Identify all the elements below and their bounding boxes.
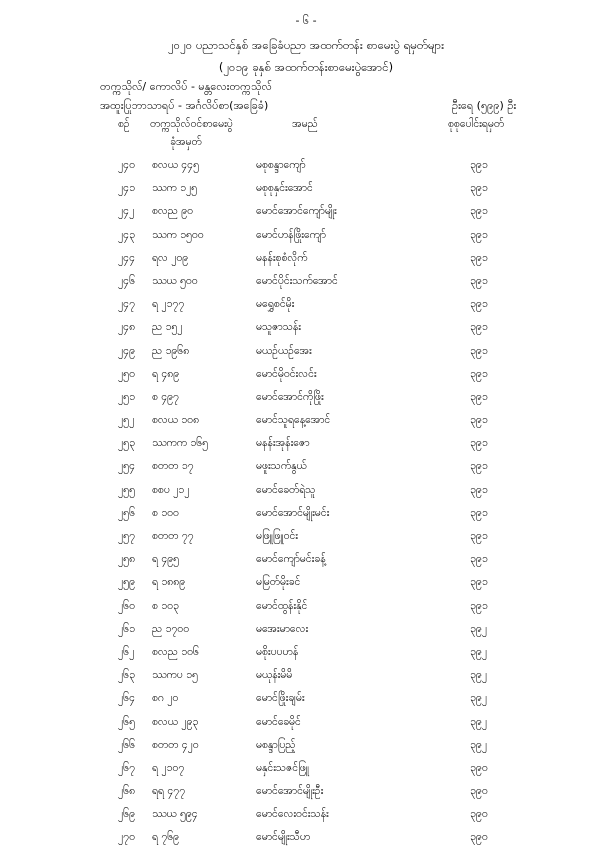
table-row bbox=[0, 623, 612, 646]
total-marks: ၃၉၁ bbox=[470, 182, 488, 195]
roll-number: စလယ ၁၀၈ bbox=[152, 414, 200, 427]
roll-number: စလယ ၂၉၃ bbox=[152, 715, 199, 728]
total-marks: ၃၉၂ bbox=[470, 715, 487, 728]
total-marks: ၃၉၀ bbox=[470, 808, 488, 821]
roll-number: ရ ၄၉၅ bbox=[152, 553, 180, 566]
table-row bbox=[0, 252, 612, 275]
total-marks: ၃၉၀ bbox=[470, 831, 488, 844]
roll-number: စလည ၉၀ bbox=[152, 205, 194, 218]
total-marks: ၃၉၁ bbox=[470, 599, 488, 612]
total-marks: ၃၉၁ bbox=[470, 159, 488, 171]
roll-number: ဿယ ၅၀၀ bbox=[152, 274, 198, 287]
document-title: ၂၀၂၀ ပညာသင်နှစ် အခြေခံပညာ အထက်တန်း စာမေးပွဲ ရမှတ်များ bbox=[167, 38, 445, 52]
row-number: ၂၆၈ bbox=[118, 785, 136, 798]
roll-number: ရ ၁၈၈၉ bbox=[152, 576, 186, 589]
table-row bbox=[0, 298, 612, 321]
row-number: ၂၄၈ bbox=[118, 321, 136, 334]
roll-number: ဿကပ ၁၅ bbox=[152, 669, 198, 682]
table-row bbox=[0, 692, 612, 715]
row-number: ၂၆၁ bbox=[118, 622, 135, 635]
roll-number: ဿက ၁၅၀၀ bbox=[152, 228, 204, 241]
row-number: ၂၅၀ bbox=[118, 367, 135, 380]
student-name: မောင်ပိုင်းသက်အောင် bbox=[256, 274, 338, 287]
total-marks: ၃၉၂ bbox=[470, 645, 487, 658]
row-number: ၂၆၉ bbox=[118, 808, 135, 821]
roll-number: ည ၁၇၀၀ bbox=[152, 622, 190, 635]
table-row bbox=[0, 275, 612, 298]
total-marks: ၃၉၁ bbox=[470, 390, 488, 403]
table-row bbox=[0, 484, 612, 507]
roll-number: ရ ၂၁၇၇ bbox=[152, 298, 185, 311]
row-number: ၂၅၅ bbox=[118, 483, 135, 496]
subject-label: အထူးပြုဘာသာရပ် - အင်္ဂလိပ်စာ(အခြေခံ) bbox=[100, 99, 269, 112]
table-row bbox=[0, 808, 612, 831]
row-number: ၂၄၃ bbox=[118, 228, 135, 241]
student-name: မောင်အောင်မျိုးမင်း bbox=[256, 506, 330, 519]
column-header-roll: တက္ကသိုလ်ဝင်စာမေးပွဲ bbox=[150, 118, 233, 130]
student-name: မစုစန္ဒာကျော် bbox=[256, 159, 306, 171]
student-name: မောင်သူရနေ့အောင် bbox=[256, 414, 331, 427]
student-name: မောင်မျိုးသီဟ bbox=[256, 831, 311, 844]
student-name: မစန္ဒာပြည့် bbox=[256, 738, 296, 751]
row-number: ၂၅၆ bbox=[118, 506, 135, 519]
roll-number: စစပ ၂၁၂ bbox=[152, 483, 190, 496]
university-label: တက္ကသိုလ်/ ကောလိပ် - မန္တလေးတက္ကသိုလ် bbox=[100, 80, 272, 93]
roll-number: ည ၁၅၂ bbox=[152, 321, 183, 334]
student-name: မစိုးပပဟန် bbox=[256, 645, 299, 658]
table-row bbox=[0, 646, 612, 669]
roll-number: ရ ၄၈၉ bbox=[152, 367, 180, 380]
page-number: - ၆ - bbox=[295, 14, 317, 27]
table-row bbox=[0, 391, 612, 414]
table-row bbox=[0, 600, 612, 623]
row-number: ၂၄၁ bbox=[118, 182, 135, 195]
row-number: ၂၄၂ bbox=[118, 205, 135, 218]
student-name: မောင်အောင်ကိုဖြိုး bbox=[256, 390, 324, 403]
total-marks: ၃၉၁ bbox=[470, 298, 488, 311]
row-number: ၂၅၇ bbox=[118, 530, 135, 542]
student-name: မသူဇာသန်း bbox=[256, 321, 301, 334]
roll-number: ဿက ၁၂၅ bbox=[152, 182, 198, 195]
roll-number: ရ ၇၆၉ bbox=[152, 831, 180, 844]
row-number: ၂၄၆ bbox=[118, 274, 135, 287]
column-header-marks: စုစုပေါင်းရမှတ် bbox=[448, 118, 505, 130]
student-name: မအေးမာလေး bbox=[256, 622, 309, 635]
roll-number: စ ၁၀၀ bbox=[152, 506, 179, 519]
total-marks: ၃၉၁ bbox=[470, 344, 488, 357]
row-number: ၂၅၂ bbox=[118, 414, 135, 427]
student-name: မရွှေစင်မိုး bbox=[256, 298, 295, 311]
row-number: ၂၄၄ bbox=[118, 251, 135, 264]
table-row bbox=[0, 762, 612, 785]
total-marks: ၃၉၂ bbox=[470, 622, 487, 635]
roll-number: စတတ ၁၇ bbox=[152, 460, 194, 473]
table-row bbox=[0, 345, 612, 368]
document-subtitle: (၂၀၁၉ ခုနှစ် အထက်တန်းစာမေးပွဲအောင်) bbox=[218, 60, 394, 74]
table-row bbox=[0, 530, 612, 553]
roll-number: စတတ ၄၂၀ bbox=[152, 738, 199, 751]
table-row bbox=[0, 368, 612, 391]
table-row bbox=[0, 739, 612, 762]
total-marks: ၃၉၁ bbox=[470, 576, 488, 589]
row-number: ၂၅၃ bbox=[118, 437, 135, 450]
student-name: မောင်ခေတ်ရဲသူ bbox=[256, 483, 316, 496]
total-marks: ၃၉၁ bbox=[470, 483, 488, 496]
student-name: မောင်မိုဝင်းလင်း bbox=[256, 367, 317, 380]
table-row bbox=[0, 414, 612, 437]
row-number: ၂၆၆ bbox=[118, 738, 135, 751]
row-number: ၂၄၇ bbox=[118, 298, 135, 311]
roll-number: ည ၁၉၆၈ bbox=[152, 344, 190, 357]
table-row bbox=[0, 831, 612, 854]
total-marks: ၃၉၂ bbox=[470, 692, 487, 705]
row-number: ၂၆၄ bbox=[118, 692, 135, 705]
total-marks: ၃၉၀ bbox=[470, 761, 488, 774]
roll-number: ရလ ၂၀၉ bbox=[152, 251, 189, 264]
roll-number: ရ ၂၁၀၇ bbox=[152, 761, 185, 774]
student-name: မဖြူဖြူဝင်း bbox=[256, 530, 298, 542]
roll-number: စ ၄၉၇ bbox=[152, 390, 179, 403]
table-row bbox=[0, 576, 612, 599]
student-count: ဦးရေ (၅၉၉) ဦး bbox=[452, 99, 517, 112]
row-number: ၂၆၇ bbox=[118, 761, 135, 774]
table-row bbox=[0, 553, 612, 576]
column-header-roll-line2: ခုံအမှတ် bbox=[170, 136, 202, 148]
column-header-name: အမည် bbox=[292, 118, 318, 130]
total-marks: ၃၉၂ bbox=[470, 738, 487, 751]
student-name: မနန်းအုန်းဇော bbox=[256, 437, 310, 450]
table-row bbox=[0, 785, 612, 808]
roll-number: ရရ ၄၇၇ bbox=[152, 785, 186, 798]
row-number: ၂၆၅ bbox=[118, 715, 135, 728]
total-marks: ၃၉၁ bbox=[470, 437, 488, 450]
row-number: ၂၅၉ bbox=[118, 576, 135, 589]
student-name: မယဉ်ယဉ်အေး bbox=[256, 344, 312, 357]
roll-number: စ ၁၀၃ bbox=[152, 599, 179, 612]
student-name: မောင်လေးဝင်းသန်း bbox=[256, 808, 329, 821]
roll-number: ဿကက ၁၆၅ bbox=[152, 437, 209, 450]
results-table bbox=[0, 159, 612, 855]
roll-number: စလည ၁၀၆ bbox=[152, 645, 199, 658]
row-number: ၂၅၄ bbox=[118, 460, 135, 473]
student-name: မမြတ်မိုးခင် bbox=[256, 576, 301, 589]
student-name: မယုန်းမိမိ bbox=[256, 669, 293, 682]
table-row bbox=[0, 437, 612, 460]
table-row bbox=[0, 159, 612, 182]
table-row bbox=[0, 182, 612, 205]
row-number: ၂၆၀ bbox=[118, 599, 135, 612]
student-name: မောင်အောင်မျိုးဦး bbox=[256, 785, 324, 798]
row-number: ၂၅၈ bbox=[118, 553, 136, 566]
total-marks: ၃၉၁ bbox=[470, 321, 488, 334]
table-row bbox=[0, 321, 612, 344]
total-marks: ၃၉၁ bbox=[470, 367, 488, 380]
roll-number: ဿယ ၅၉၄ bbox=[152, 808, 198, 821]
total-marks: ၃၉၁ bbox=[470, 228, 488, 241]
table-row bbox=[0, 229, 612, 252]
column-header-no: စဉ် bbox=[118, 118, 130, 130]
total-marks: ၃၉၁ bbox=[470, 553, 488, 566]
total-marks: ၃၉၁ bbox=[470, 414, 488, 427]
total-marks: ၃၉၂ bbox=[470, 669, 487, 682]
row-number: ၂၇၀ bbox=[118, 831, 135, 844]
student-name: မောင်ကျော်မင်းခန့် bbox=[256, 553, 326, 566]
total-marks: ၃၉၀ bbox=[470, 785, 488, 798]
row-number: ၂၄၉ bbox=[118, 344, 135, 357]
table-row bbox=[0, 460, 612, 483]
total-marks: ၃၉၁ bbox=[470, 205, 488, 218]
total-marks: ၃၉၁ bbox=[470, 530, 488, 542]
row-number: ၂၄၀ bbox=[118, 159, 135, 171]
student-name: မစုစုနှင်းအောင် bbox=[256, 182, 313, 195]
table-row bbox=[0, 716, 612, 739]
roll-number: စဂ ၂၀ bbox=[152, 692, 179, 705]
total-marks: ၃၉၁ bbox=[470, 460, 488, 473]
roll-number: စတတ ၇၇ bbox=[152, 530, 194, 542]
student-name: မောင်ထွန်းနိုင် bbox=[256, 599, 308, 612]
row-number: ၂၅၁ bbox=[118, 390, 135, 403]
student-name: မောင်အောင်ကျော်မျိုး bbox=[256, 205, 337, 218]
student-name: မောင်ဖြိုးချမ်း bbox=[256, 692, 305, 705]
student-name: မဖူးသက်နွယ် bbox=[256, 460, 307, 473]
student-name: မနန်းစုစံလိုက် bbox=[256, 251, 308, 264]
table-row bbox=[0, 205, 612, 228]
row-number: ၂၆၂ bbox=[118, 645, 135, 658]
student-name: မနှင်းသဇင်ဖြူ bbox=[256, 761, 309, 774]
total-marks: ၃၉၁ bbox=[470, 251, 488, 264]
row-number: ၂၆၃ bbox=[118, 669, 135, 682]
total-marks: ၃၉၁ bbox=[470, 274, 488, 287]
student-name: မောင်ဟန်ဖြိုးကျော် bbox=[256, 228, 326, 241]
total-marks: ၃၉၁ bbox=[470, 506, 488, 519]
table-row bbox=[0, 507, 612, 530]
student-name: မောင်ခေမိုင် bbox=[256, 715, 301, 728]
roll-number: စလယ ၄၄၅ bbox=[152, 159, 199, 171]
table-row bbox=[0, 669, 612, 692]
